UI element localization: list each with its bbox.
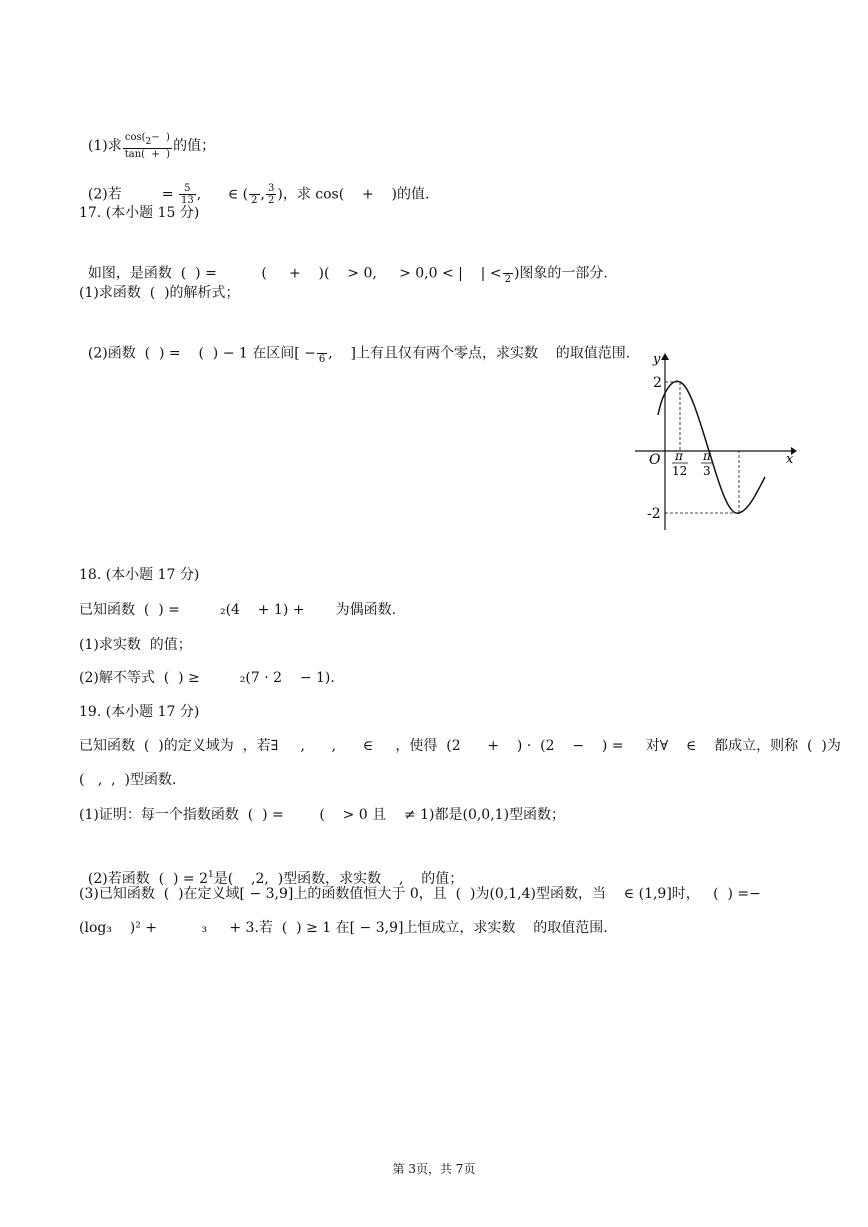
q16-part2-frac-den: 13 <box>180 195 194 206</box>
q17-part2-suffix: , ]上有且仅有两个零点，求实数 的取值范围. <box>328 345 631 362</box>
q18-part2: (2)解不等式 ( ) ≥ ₂(7 · 2 − 1). <box>79 670 335 686</box>
q16-part2-suffix: )，求 cos( + )的值. <box>277 186 430 203</box>
q19-header: 19. (本小题 17 分) <box>79 704 200 720</box>
q17-part2-fraction <box>317 342 327 365</box>
q17-part2 <box>79 324 630 365</box>
page-footer: 第 3页，共 7页 <box>392 1162 476 1176</box>
q16-part2-fraction <box>179 183 196 206</box>
q16-part1-numerator-end: − ) <box>151 132 170 143</box>
q17-part2-prefix: (2)函数 ( ) = ( ) − 1 在区间[ − <box>87 345 316 362</box>
q19-part3-line2: (log₃ )² + ₃ + 3.若 ( ) ≥ 1 在[ − 3,9]上恒成立，求实数 的取值范围. <box>79 920 608 936</box>
tick1-numerator: π <box>675 449 683 463</box>
q18-part1: (1)求实数 的值； <box>79 637 192 653</box>
tick2-denominator: 3 <box>703 464 711 478</box>
q16-part2-frac-num: 5 <box>179 183 196 195</box>
q19-intro-line1: 已知函数 ( )的定义域为 ，若∃ , , ∈ ，使得 (2 + ) · (2 − ) = 对∀ ∈ 都成立，则称 ( )为 <box>79 738 841 754</box>
q16-part2-middle: , ∈ ( <box>196 186 249 203</box>
y-axis-arrow <box>661 353 669 360</box>
q16-part2-f3-den: 2 <box>267 195 275 206</box>
sine-graph-figure <box>625 352 800 532</box>
q16-part1-numerator: cos( <box>124 132 146 143</box>
q16-part2-f3-num: 3 <box>267 183 275 194</box>
min-value-label: -2 <box>647 506 661 522</box>
q17-header: 17. (本小题 15 分) <box>79 205 200 221</box>
q19-part2-suffix: 是( ,2, )型函数，求实数 , 的值； <box>213 871 464 887</box>
q16-part1 <box>79 114 215 160</box>
q16-part2-comma: , <box>260 186 265 203</box>
q19-part2-exponent: 1 <box>208 870 214 880</box>
q16-part2 <box>79 165 429 206</box>
q16-part1-prefix: (1)求 <box>87 138 122 154</box>
tick2-numerator: π <box>703 449 711 463</box>
x-axis-label: x <box>786 452 794 467</box>
q17-intro-prefix: 如图，是函数 ( ) = ( + )( > 0, > 0,0 < | | < <box>87 265 502 282</box>
q16-part2-f2-den: 2 <box>251 195 258 206</box>
q16-part2-interval-end <box>266 183 276 206</box>
q17-intro <box>79 244 608 285</box>
q16-part2-prefix: (2)若 = <box>87 186 178 203</box>
q19-part2 <box>79 848 463 888</box>
q19-part2-prefix: (2)若函数 ( ) = 2 <box>87 871 208 887</box>
q16-part1-denominator: tan( + ) <box>124 149 171 160</box>
q17-part1: (1)求函数 ( )的解析式； <box>79 285 240 301</box>
q18-intro: 已知函数 ( ) = ₂(4 + 1) + 为偶函数. <box>79 602 397 618</box>
q19-part1: (1)证明：每一个指数函数 ( ) = ( > 0 且 ≠ 1)都是(0,0,1)型函数； <box>79 807 566 823</box>
q16-part1-fraction <box>123 132 172 160</box>
q19-part3-line1: (3)已知函数 ( )在定义域[ − 3,9]上的函数值恒大于 0，且 ( )为(0,1,4)型函数，当 ∈ (1,9]时， ( ) =− <box>79 886 761 902</box>
q19-intro-line2: ( , , )型函数. <box>79 772 177 788</box>
q16-part1-numerator-sub: 2 <box>145 137 152 147</box>
y-axis-label: y <box>653 352 661 367</box>
q17-intro-frac-den: 2 <box>504 274 511 285</box>
max-value-label: 2 <box>653 375 662 391</box>
q17-intro-fraction <box>503 262 513 285</box>
q16-part1-suffix: 的值； <box>173 138 216 154</box>
origin-label: O <box>649 452 661 468</box>
q16-part2-interval-start <box>249 183 259 206</box>
tick1-denominator: 12 <box>672 464 688 478</box>
sine-curve <box>658 381 765 513</box>
q17-part2-frac-den: 6 <box>318 354 326 365</box>
q18-header: 18. (本小题 17 分) <box>79 567 200 583</box>
q17-intro-suffix: )图象的一部分. <box>513 265 608 282</box>
